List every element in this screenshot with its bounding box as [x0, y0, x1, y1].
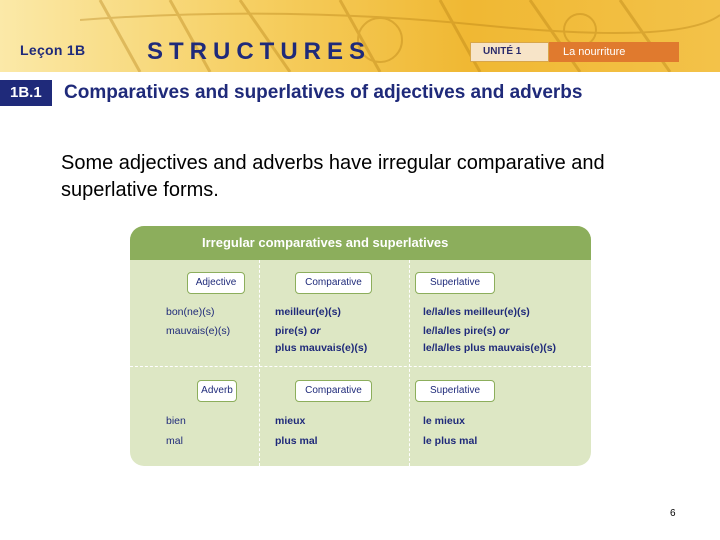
superlative-cell: le mieux [423, 415, 466, 427]
comparative-cell: plus mal [275, 435, 318, 447]
comparative-cell: plus mauvais(e)(s) [275, 342, 368, 354]
unit-badge: UNITÉ 1 [470, 42, 549, 62]
superlative-form: le/la/les pire(s) [423, 325, 496, 337]
adverb-header: Adverb [197, 380, 237, 402]
adverb-cell: mal [166, 435, 183, 447]
intro-text: Some adjectives and adverbs have irregular comparative and superlative forms. [61, 152, 605, 201]
comparative-header: Comparative [295, 272, 372, 294]
irregular-forms-table [130, 226, 591, 466]
table-header [130, 226, 591, 260]
column-divider [259, 260, 260, 466]
superlative-cell: le/la/les plus mauvais(e)(s) [423, 342, 557, 354]
or-connector: or [310, 325, 321, 337]
superlative-header: Superlative [415, 380, 495, 402]
superlative-cell [423, 323, 509, 340]
comparative-form: pire(s) [275, 325, 308, 337]
adjective-header: Adjective [187, 272, 245, 294]
header-banner [0, 0, 720, 72]
comparative-cell: meilleur(e)(s) [275, 306, 341, 318]
page-number: 6 [670, 508, 676, 519]
adjective-cell: bon(ne)(s) [166, 306, 215, 318]
comparative-header: Comparative [295, 380, 372, 402]
superlative-header: Superlative [415, 272, 495, 294]
comparative-cell [275, 323, 321, 340]
adjective-cell: mauvais(e)(s) [166, 325, 231, 337]
column-divider [409, 260, 410, 466]
or-connector: or [498, 325, 510, 337]
section-title: Comparatives and superlatives of adjectives and adverbs [64, 82, 583, 103]
structures-title: STRUCTURES [147, 38, 372, 65]
section-number: 1B.1 [0, 80, 52, 106]
row-divider [130, 366, 591, 367]
lesson-label: Leçon 1B [20, 42, 86, 58]
comparative-cell: mieux [275, 415, 306, 427]
superlative-cell: le plus mal [423, 435, 478, 447]
table-title: Irregular comparatives and superlatives [202, 235, 449, 250]
superlative-cell: le/la/les meilleur(e)(s) [423, 306, 530, 318]
adverb-cell: bien [166, 415, 186, 427]
unit-title: La nourriture [549, 42, 679, 62]
